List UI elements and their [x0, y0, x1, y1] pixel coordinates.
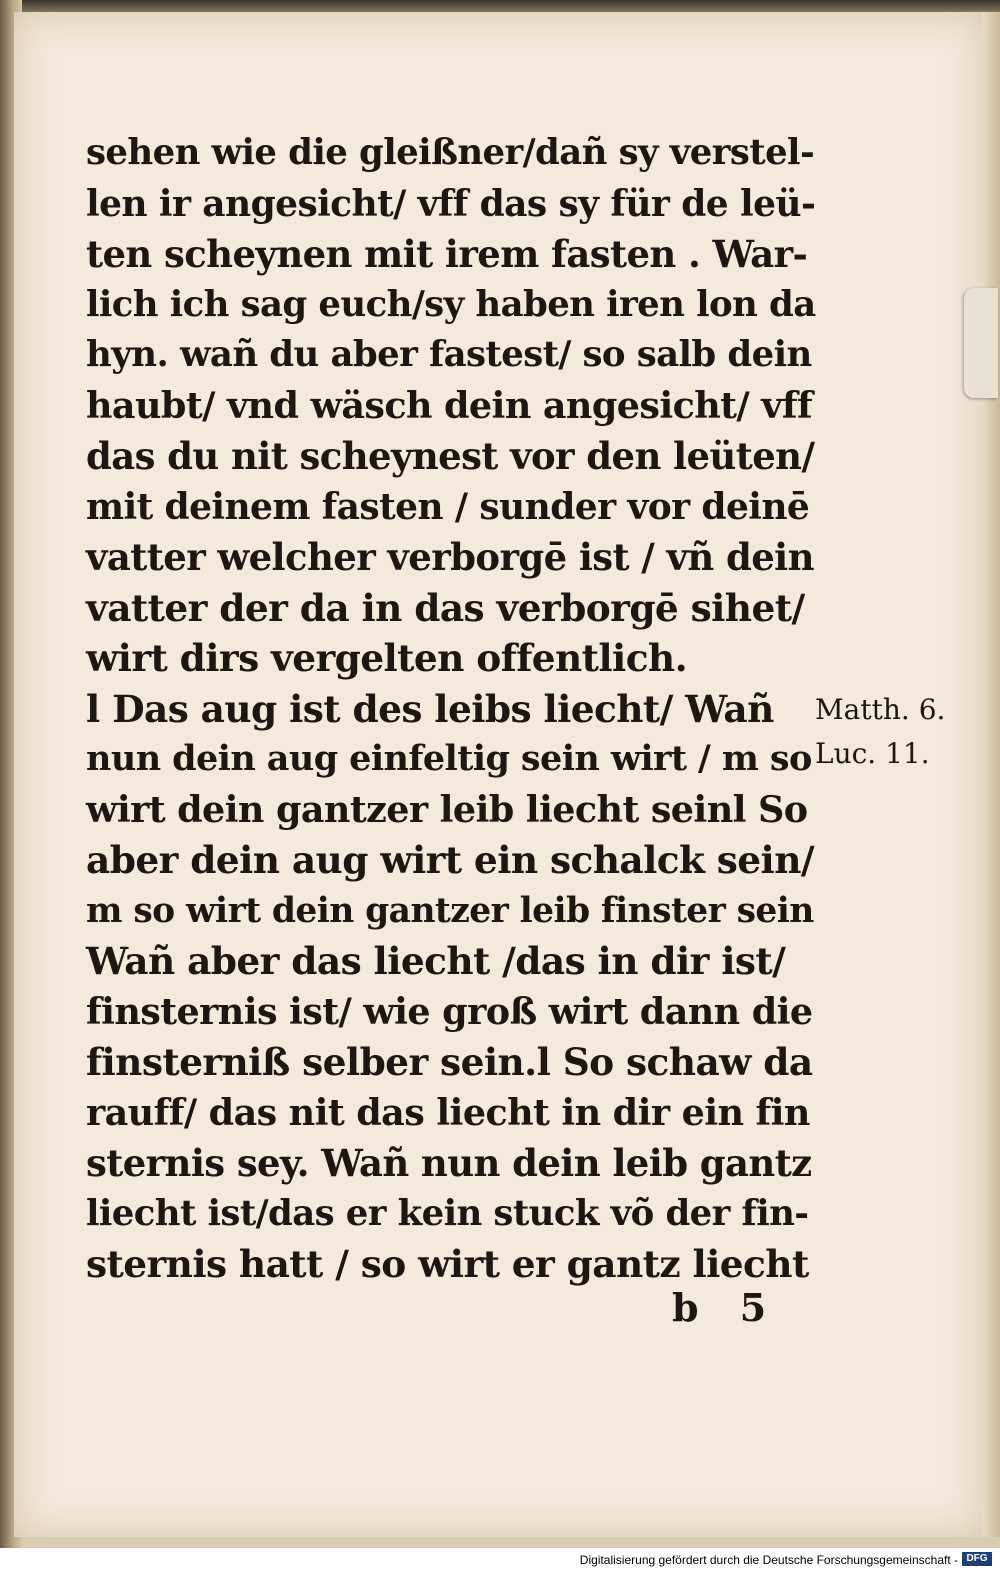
text-line: vatter der da in das verborgē sihet/ — [86, 585, 805, 630]
text-line: wirt dirs vergelten offentlich. — [86, 636, 688, 680]
text-line: sehen wie die gleißner/dañ sy verstel- — [86, 132, 815, 173]
page-body-text — [86, 128, 816, 1290]
text-line: lich ich sag euch/sy haben iren lon da — [86, 283, 816, 325]
text-line: m so wirt dein gantzer leib finster sein — [86, 890, 814, 931]
text-line: das du nit scheynest vor den leüten/ — [86, 434, 815, 478]
page-fore-edge — [982, 12, 1000, 1537]
text-line: liecht ist/das er kein stuck võ der fin- — [86, 1192, 809, 1234]
page-tab-marker — [964, 288, 998, 398]
margin-notes — [815, 688, 945, 776]
text-line: ten scheynen mit irem fasten . War- — [86, 232, 808, 276]
text-line: len ir angesicht/ vff das sy für de leü- — [86, 182, 816, 225]
text-line: rauff/ das nit das liecht in dir ein fin — [86, 1090, 810, 1134]
text-line: nun dein aug einfeltig sein wirt / m so — [86, 738, 812, 779]
dfg-logo: DFG — [962, 1552, 992, 1566]
text-line: Wañ aber das liecht /das in dir ist/ — [86, 939, 786, 983]
text-line: hyn. wañ du aber fastest/ so salb dein — [86, 334, 812, 375]
text-line: haubt/ vnd wäsch dein angesicht/ vff — [86, 383, 813, 427]
margin-note-luke: Luc. 11. — [815, 737, 930, 770]
margin-note-matthew: Matth. 6. — [815, 693, 946, 726]
text-line: sternis sey. Wañ nun dein leib gantz — [86, 1141, 812, 1185]
text-line: mit deinem fasten / sunder vor deinē — [86, 485, 810, 528]
text-line: finsternis ist/ wie groß wirt dann die — [86, 989, 813, 1033]
funding-credit: Digitalisierung gefördert durch die Deutsche Forschungsgemeinschaft - — [579, 1553, 958, 1567]
text-line: vatter welcher verborgē ist / vñ dein — [86, 535, 814, 579]
text-line: l Das aug ist des leibs liecht/ Wañ — [86, 686, 774, 731]
text-line: sternis hatt / so wirt er gantz liecht — [86, 1242, 809, 1286]
text-line: aber dein aug wirt ein schalck sein/ — [86, 838, 814, 882]
text-line: finsterniß selber sein.l So schaw da — [86, 1040, 813, 1084]
signature-mark: b 5 — [672, 1285, 781, 1330]
text-line: wirt dein gantzer leib liecht seinl So — [86, 787, 808, 831]
